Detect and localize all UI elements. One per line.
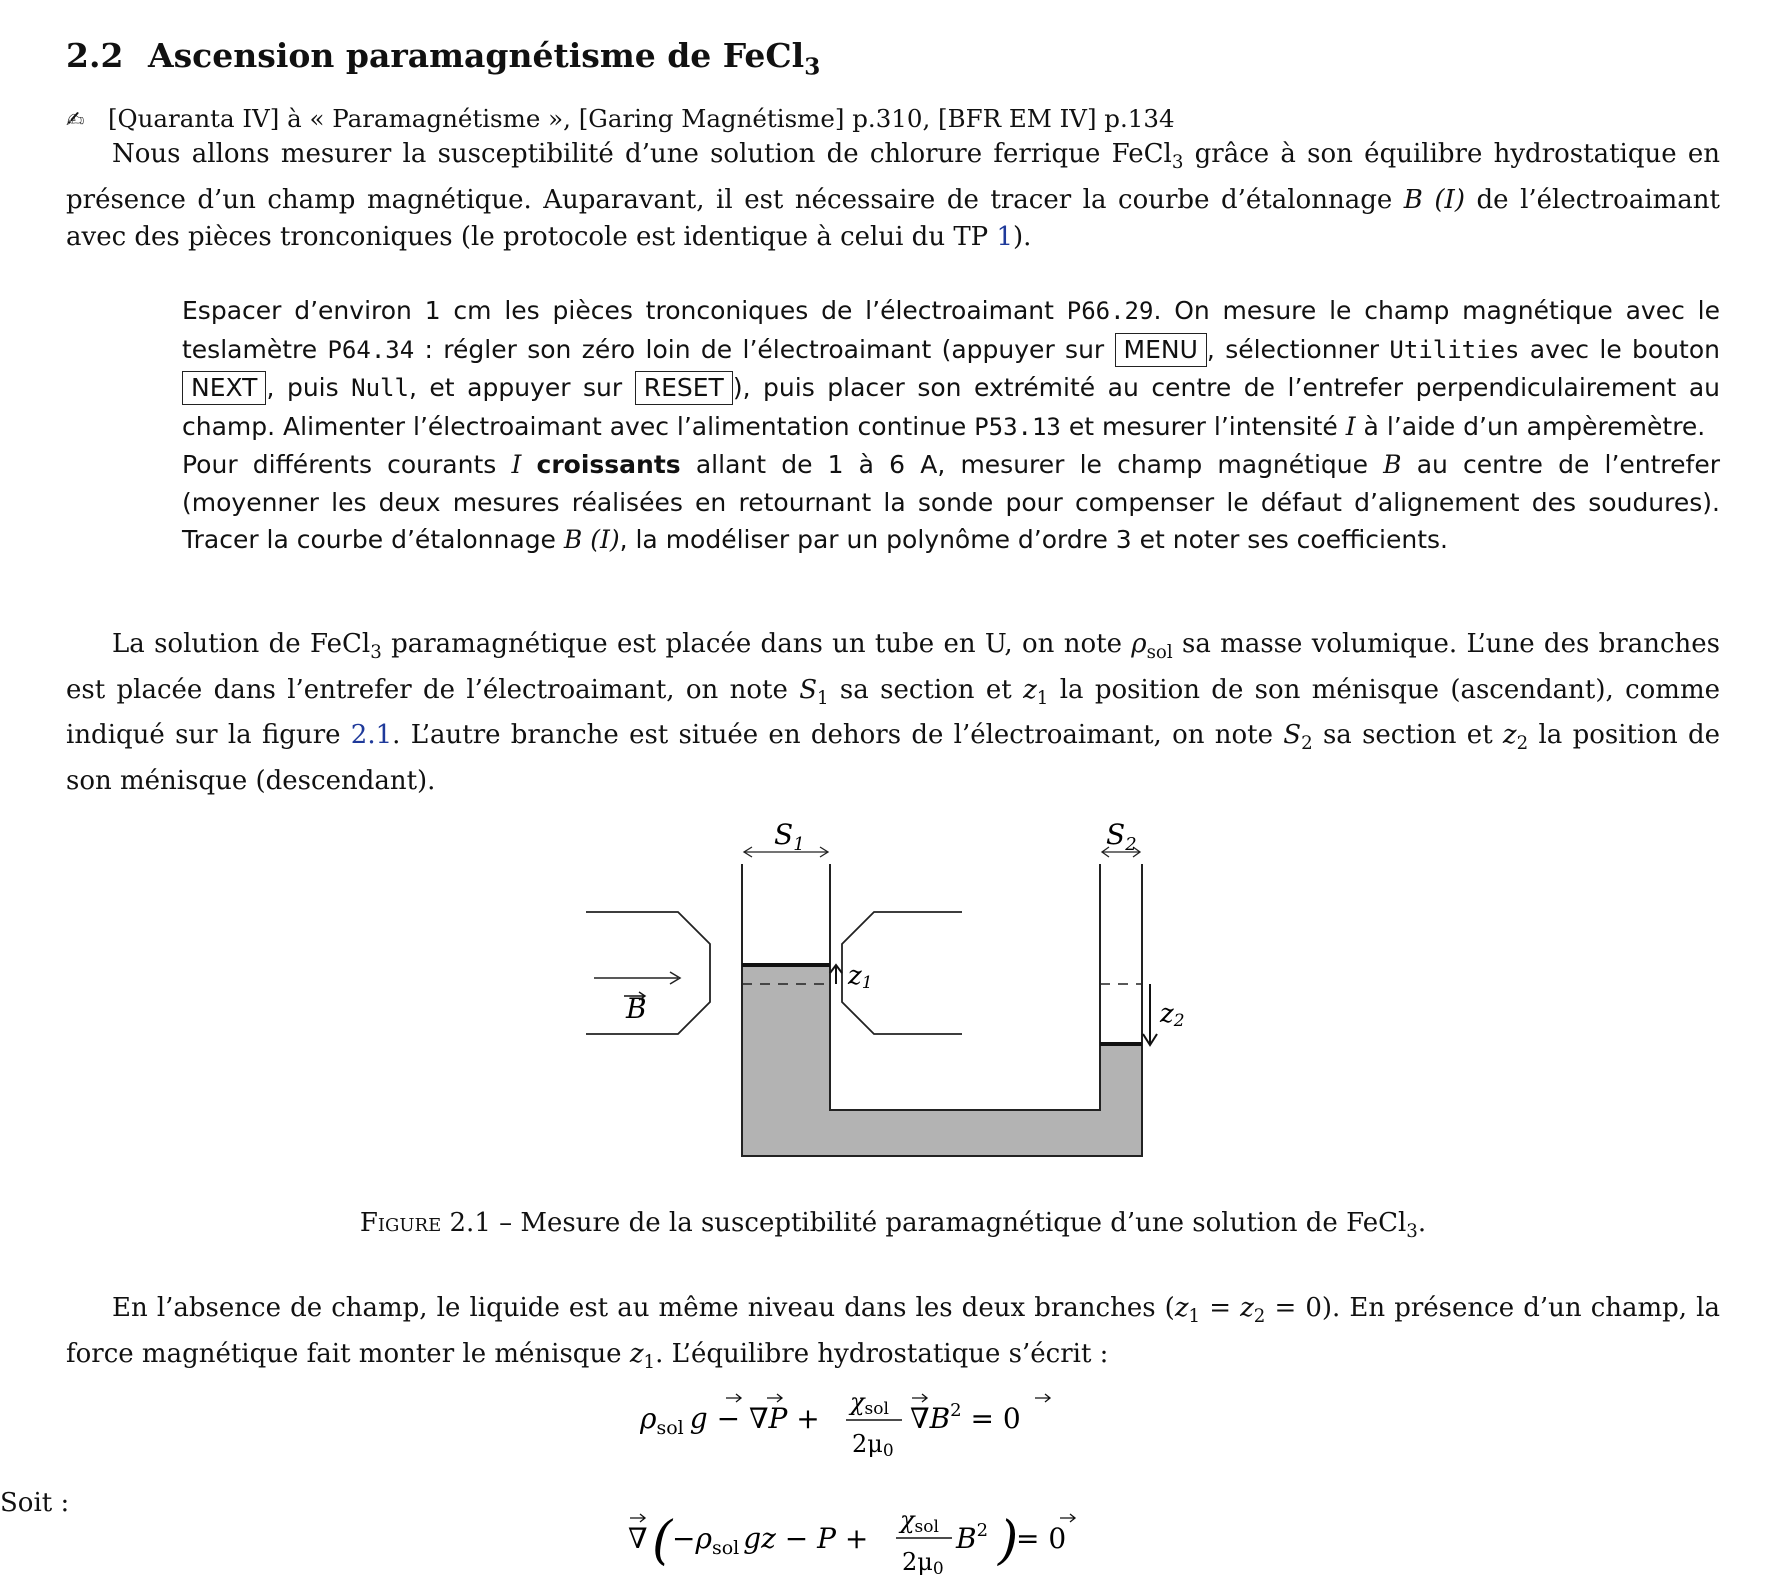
- equilibrium-text: =: [1200, 1293, 1241, 1323]
- protocol-text: , la modéliser par un polynôme d’ordre 3 et noter ses coefficients.: [619, 525, 1448, 554]
- equilibrium-text: . L’équilibre hydrostatique s’écrit :: [655, 1338, 1109, 1369]
- protocol-text: avec le bouton: [1519, 334, 1720, 364]
- section-title-subscript: 3: [804, 53, 821, 81]
- subscript: 3: [370, 642, 382, 664]
- protocol-text: à l’aide d’un ampèremètre.: [1355, 411, 1706, 441]
- svg-text:(: (: [652, 1511, 673, 1571]
- device-code: P66.29: [1066, 297, 1154, 325]
- device-code: P64.34: [327, 335, 415, 364]
- device-code: Null: [351, 374, 409, 402]
- protocol-text: , sélectionner: [1206, 334, 1390, 364]
- section-title: Ascension paramagnétisme de FeCl: [148, 36, 805, 75]
- soit-label: Soit :: [0, 1488, 70, 1518]
- intro-paragraph: [66, 136, 1720, 257]
- protocol-text: allant de 1 à 6 A, mesurer le champ magnétique: [680, 450, 1384, 479]
- equilibrium-paragraph: [66, 1290, 1720, 1381]
- reset-key: RESET: [635, 371, 733, 405]
- menu-key: MENU: [1115, 333, 1207, 367]
- protocol-text: au centre de l’entrefer (moyenner les deux mesures réalisées en retournant la sonde pour compenser le défaut d’alignement des soudures). Tracer la courbe d’étalonnage: [182, 450, 1720, 554]
- svg-text:): ): [998, 1511, 1019, 1571]
- svg-text:B2: $B^2$: [956, 1520, 989, 1555]
- label-z1: z1: [848, 961, 873, 993]
- protocol-text: : régler son zéro loin de l’électroaimant (appuyer sur: [414, 334, 1115, 364]
- svg-text:−ρsolgz − P +: $-\rho_{sol}$ gz − P +: [672, 1522, 869, 1559]
- equilibrium-text: En l’absence de champ, le liquide est au même niveau dans les deux branches (: [112, 1293, 1175, 1323]
- device-code: P53.13: [974, 412, 1061, 441]
- subscript: 1: [643, 1351, 656, 1373]
- svg-text:∇B2 = 0: $\nabla B^2 = 0$: [910, 1400, 1021, 1435]
- intro-text: Nous allons mesurer la susceptibilité d’une solution de chlorure ferrique FeCl: [112, 139, 1172, 169]
- bibliography-references: [66, 104, 1175, 133]
- subscript: 2: [1301, 733, 1313, 755]
- section-number: 2.2: [66, 36, 124, 75]
- intro-math: B (I): [1403, 184, 1465, 215]
- svg-text:2μ0: 2μ0: [852, 1430, 894, 1461]
- math-symbol: B (I): [563, 525, 620, 554]
- caption-label: Figure 2.1: [359, 1208, 491, 1238]
- intro-text-after: de l’électroaimant avec des pièces tronconiques (le protocole est identique à celui du TP: [66, 184, 1720, 253]
- caption-subscript: 3: [1406, 1221, 1418, 1243]
- protocol-text: . On mesure le champ magnétique avec le teslamètre: [182, 296, 1720, 364]
- protocol-text: Pour différents courants: [182, 450, 512, 479]
- protocol-text: ), puis placer son extrémité au centre de l’entrefer perpendiculairement au champ. Alimenter l’électroaimant avec l’alimentation continue: [182, 373, 1720, 441]
- intro-text-mid: grâce à son équilibre hydrostatique en présence d’un champ magnétique. Auparavant, il est nécessaire de tracer la courbe d’étalonnage: [66, 139, 1720, 215]
- label-S2: $S_2$: [1106, 818, 1137, 855]
- bold-emphasis: croissants: [536, 450, 681, 479]
- figure-caption: [66, 1208, 1720, 1242]
- math-symbol: B: [1383, 450, 1402, 479]
- references-text: [Quaranta IV] à « Paramagnétisme », [Garing Magnétisme] p.310, [BFR EM IV] p.134: [108, 104, 1175, 133]
- subscript: 1: [1188, 1306, 1201, 1328]
- caption-text: – Mesure de la susceptibilité paramagnétique d’une solution de FeCl: [490, 1208, 1407, 1238]
- pole-piece-left: [586, 912, 710, 1034]
- svg-text:= 0: = 0: [1016, 1522, 1067, 1555]
- svg-text:ρsolg − ∇P +: $\rho_{sol}$ g − ∇P +: [640, 1402, 820, 1439]
- protocol-step-2: [182, 446, 1720, 559]
- next-key: NEXT: [182, 371, 266, 405]
- u-tube-figure: [566, 808, 1286, 1168]
- setup-text: sa masse volumique. L’une des branches est placée dans l’entrefer de l’électroaimant, on note: [66, 629, 1720, 705]
- caption-end: .: [1417, 1208, 1427, 1238]
- protocol-step-1: [182, 292, 1720, 446]
- equilibrium-text: = 0). En présence d’un champ, la force magnétique fait monter le ménisque: [66, 1293, 1720, 1369]
- setup-text: paramagnétique est placée dans un tube en U, on note: [381, 629, 1132, 659]
- math-symbol: z: [1502, 720, 1517, 751]
- setup-text: la position de son ménisque (descendant).: [66, 720, 1720, 797]
- svg-text:2μ0: 2μ0: [902, 1548, 944, 1579]
- writing-hand-icon: ✍: [66, 108, 85, 133]
- equation-1: [640, 1382, 1080, 1462]
- protocol-block: [182, 292, 1720, 559]
- intro-end: ).: [1013, 222, 1032, 253]
- protocol-text: , et appuyer sur: [408, 373, 635, 402]
- protocol-text: , puis: [266, 373, 352, 402]
- protocol-text: Espacer d’environ 1 cm les pièces tronconiques de l’électroaimant: [182, 296, 1067, 325]
- figure-link[interactable]: 2.1: [350, 720, 393, 751]
- math-symbol: S: [799, 674, 817, 705]
- subscript: 1: [1036, 687, 1049, 709]
- svg-text:∇: ∇: [628, 1522, 648, 1555]
- svg-text:χsol: χsol: [850, 1388, 889, 1419]
- math-symbol: I: [1345, 411, 1356, 441]
- subscript: 2: [1516, 733, 1529, 755]
- math-symbol: S: [1283, 720, 1302, 751]
- svg-text:χsol: χsol: [900, 1506, 939, 1537]
- section-heading: [66, 36, 820, 81]
- device-code: Utilities: [1389, 335, 1520, 364]
- protocol-text: et mesurer l’intensité: [1060, 411, 1346, 441]
- liquid-left-branch: [742, 966, 1142, 1156]
- label-B: B: [626, 992, 647, 1025]
- label-z2: z2: [1160, 999, 1185, 1031]
- setup-text: la position de son ménisque (ascendant), comme indiqué sur la figure: [66, 674, 1720, 751]
- math-symbol: z: [1240, 1293, 1254, 1323]
- subscript: sol: [1146, 642, 1173, 664]
- setup-text: La solution de FeCl: [112, 629, 371, 659]
- math-symbol: ρ: [1131, 629, 1147, 659]
- subscript: 1: [817, 687, 829, 709]
- math-symbol: z: [1174, 1293, 1189, 1323]
- math-symbol: z: [1023, 674, 1037, 705]
- equation-2: [628, 1498, 1098, 1588]
- subscript: 2: [1253, 1306, 1266, 1328]
- tp-link[interactable]: 1: [996, 222, 1013, 253]
- setup-text: sa section et: [1312, 720, 1503, 751]
- setup-text: . L’autre branche est située en dehors de l’électroaimant, on note: [392, 720, 1284, 751]
- label-S1: $S_1$: [774, 818, 805, 855]
- setup-paragraph: [66, 626, 1720, 801]
- intro-subscript: 3: [1171, 152, 1184, 174]
- math-symbol: I: [511, 450, 522, 479]
- setup-text: sa section et: [828, 674, 1024, 705]
- math-symbol: z: [629, 1338, 644, 1369]
